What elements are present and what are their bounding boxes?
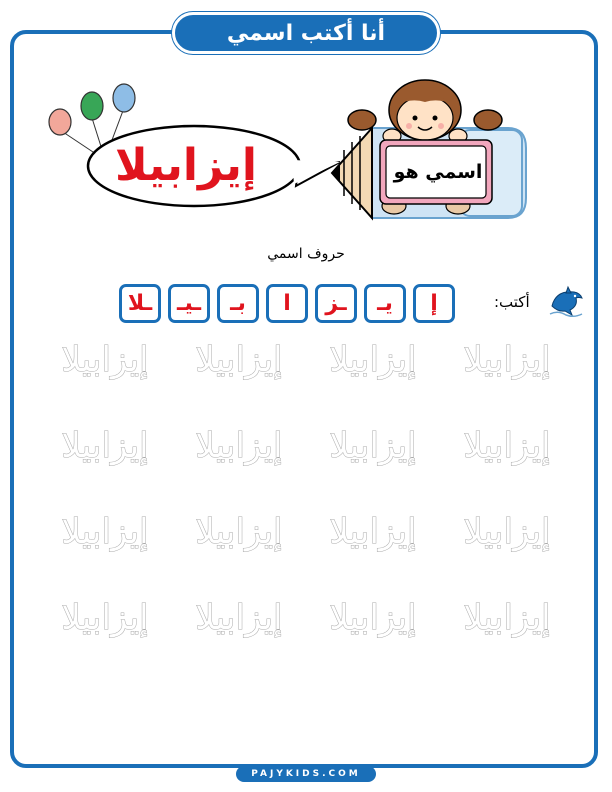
sign-label: اسمي هو bbox=[393, 161, 483, 183]
trace-word: إيزابيلا bbox=[463, 598, 551, 638]
trace-word: إيزابيلا bbox=[61, 598, 149, 638]
tracing-practice bbox=[50, 340, 562, 684]
page-title: أنا أكتب اسمي bbox=[172, 12, 440, 54]
trace-word: إيزابيلا bbox=[329, 512, 417, 552]
trace-word: إيزابيلا bbox=[463, 340, 551, 380]
trace-word: إيزابيلا bbox=[195, 598, 283, 638]
letter-boxes bbox=[119, 284, 455, 323]
letter-box: بـ bbox=[217, 284, 259, 323]
trace-word: إيزابيلا bbox=[329, 340, 417, 380]
practice-row bbox=[50, 512, 562, 598]
letter-box: إ bbox=[413, 284, 455, 323]
practice-row bbox=[50, 340, 562, 426]
trace-word: إيزابيلا bbox=[195, 512, 283, 552]
trace-word: إيزابيلا bbox=[329, 426, 417, 466]
footer-brand: PAJYKIDS.COM bbox=[236, 766, 376, 782]
letter-box: ـيـ bbox=[168, 284, 210, 323]
letter-box: ا bbox=[266, 284, 308, 323]
trace-word: إيزابيلا bbox=[61, 426, 149, 466]
letter-box: يـ bbox=[364, 284, 406, 323]
letter-box: ـلا bbox=[119, 284, 161, 323]
trace-word: إيزابيلا bbox=[61, 512, 149, 552]
trace-word: إيزابيلا bbox=[195, 340, 283, 380]
letter-box: ـز bbox=[315, 284, 357, 323]
trace-word: إيزابيلا bbox=[463, 426, 551, 466]
child-name: إيزابيلا bbox=[115, 139, 257, 191]
practice-row bbox=[50, 598, 562, 684]
trace-word: إيزابيلا bbox=[463, 512, 551, 552]
trace-word: إيزابيلا bbox=[195, 426, 283, 466]
letters-title: حروف اسمي bbox=[267, 246, 345, 262]
write-label: أكتب: bbox=[494, 293, 530, 311]
practice-row bbox=[50, 426, 562, 512]
trace-word: إيزابيلا bbox=[61, 340, 149, 380]
trace-word: إيزابيلا bbox=[329, 598, 417, 638]
dolphin-icon bbox=[548, 284, 584, 318]
